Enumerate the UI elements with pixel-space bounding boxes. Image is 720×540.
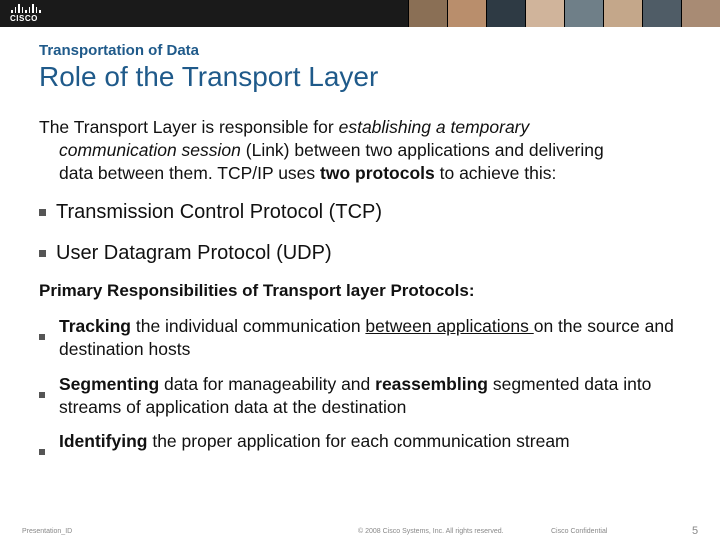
footer-confidential: Cisco Confidential bbox=[551, 528, 608, 535]
photo-2 bbox=[447, 0, 486, 27]
logo-text: CISCO bbox=[10, 14, 38, 23]
responsibility-text: segmented data into streams of application data at the destination bbox=[59, 374, 652, 417]
slide-title: Role of the Transport Layer bbox=[39, 61, 379, 92]
intro-bold: two protocols bbox=[320, 163, 435, 183]
responsibilities-heading: Primary Responsibilities of Transport layer Protocols: bbox=[39, 281, 475, 300]
intro-text-2: (Link) between two applications and delivering bbox=[240, 140, 604, 160]
responsibility-item-identifying bbox=[39, 430, 689, 461]
bullet-square-icon bbox=[39, 449, 45, 455]
responsibility-item-tracking bbox=[39, 315, 689, 361]
protocol-label: Transmission Control Protocol (TCP) bbox=[56, 201, 383, 223]
underlined-text: between applications bbox=[365, 316, 534, 336]
photo-3 bbox=[486, 0, 525, 27]
photo-4 bbox=[525, 0, 564, 27]
photo-7 bbox=[642, 0, 681, 27]
bullet-square-icon bbox=[39, 250, 46, 257]
bullet-square-icon bbox=[39, 392, 45, 398]
intro-text-1: The Transport Layer is responsible for bbox=[39, 117, 339, 137]
footer-copyright: © 2008 Cisco Systems, Inc. All rights reserved. bbox=[358, 528, 504, 535]
intro-italic-1: establishing a temporary bbox=[338, 117, 530, 137]
photo-6 bbox=[603, 0, 642, 27]
responsibility-keyword-2: reassembling bbox=[375, 374, 488, 394]
photo-5 bbox=[564, 0, 603, 27]
footer-presentation-id: Presentation_ID bbox=[22, 528, 73, 535]
photo-1 bbox=[408, 0, 447, 27]
responsibility-text: the individual communication bbox=[130, 316, 366, 336]
intro-paragraph bbox=[39, 116, 689, 185]
intro-line-2 bbox=[39, 139, 689, 162]
protocol-item-tcp bbox=[39, 201, 382, 224]
intro-italic-2: communication session bbox=[59, 140, 241, 160]
bullet-square-icon bbox=[39, 209, 46, 216]
page-number: 5 bbox=[692, 525, 699, 537]
responsibility-keyword: Segmenting bbox=[59, 374, 160, 394]
intro-line-3 bbox=[39, 162, 689, 185]
responsibility-keyword: Tracking bbox=[59, 316, 131, 336]
bullet-square-icon bbox=[39, 334, 45, 340]
intro-text-4: to achieve this: bbox=[434, 163, 557, 183]
header-bar bbox=[0, 0, 720, 27]
slide-subtitle: Transportation of Data bbox=[39, 42, 200, 59]
responsibility-text: data for manageability and bbox=[159, 374, 376, 394]
cisco-logo bbox=[10, 4, 42, 24]
protocol-label: User Datagram Protocol (UDP) bbox=[56, 242, 332, 264]
intro-text-3: data between them. TCP/IP uses bbox=[59, 163, 321, 183]
responsibility-text: on the source and destination hosts bbox=[59, 316, 674, 359]
photo-strip bbox=[408, 0, 720, 27]
responsibility-keyword: Identifying bbox=[59, 431, 148, 451]
responsibility-item-segmenting bbox=[39, 373, 689, 419]
responsibility-text: the proper application for each communication stream bbox=[147, 431, 570, 451]
protocol-item-udp bbox=[39, 242, 332, 265]
cisco-bridge-icon bbox=[11, 4, 42, 13]
photo-8 bbox=[681, 0, 720, 27]
